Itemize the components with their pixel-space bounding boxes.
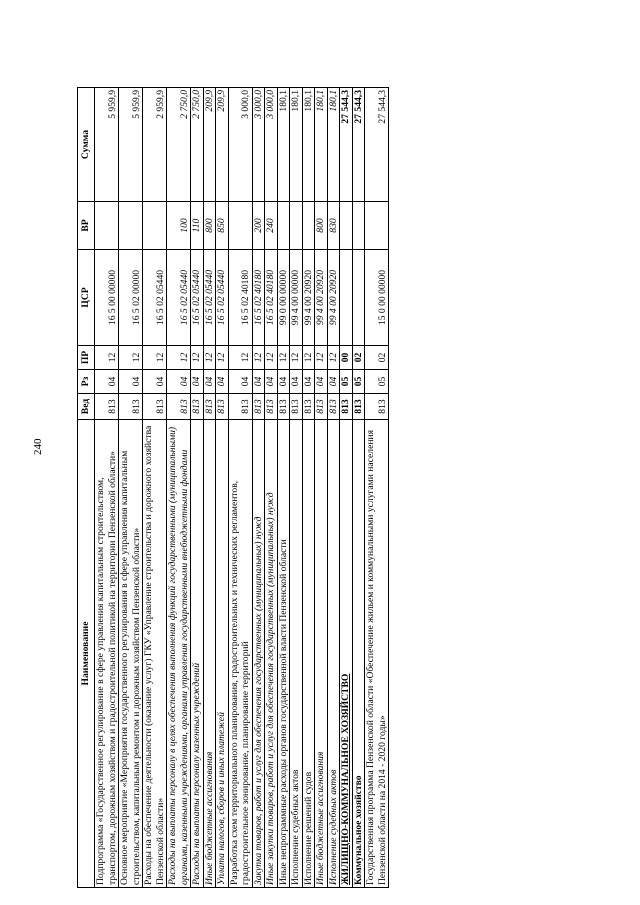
cell-vr xyxy=(228,202,252,250)
cell-vr xyxy=(352,202,365,250)
cell-vr: 100 xyxy=(167,202,191,250)
cell-ved: 813 xyxy=(119,394,143,420)
cell-pr: 12 xyxy=(191,346,204,370)
cell-sum: 180,1 xyxy=(327,88,340,202)
cell-pr: 12 xyxy=(327,346,340,370)
cell-csr: 99 4 00 20920 xyxy=(302,250,315,346)
cell-vr xyxy=(143,202,167,250)
cell-ved: 813 xyxy=(352,394,365,420)
cell-ved: 813 xyxy=(143,394,167,420)
cell-name: Исполнение решений судов xyxy=(302,420,315,888)
cell-ved: 813 xyxy=(315,394,328,420)
cell-csr: 99 4 00 00000 xyxy=(290,250,303,346)
cell-pr: 12 xyxy=(277,346,290,370)
cell-ved: 813 xyxy=(277,394,290,420)
cell-rz: 04 xyxy=(216,370,229,394)
cell-csr: 15 0 00 00000 xyxy=(365,250,389,346)
cell-pr: 12 xyxy=(302,346,315,370)
cell-sum: 27 544,3 xyxy=(365,88,389,202)
cell-pr: 12 xyxy=(216,346,229,370)
page-number: 240 xyxy=(32,438,44,455)
cell-sum: 2 959,9 xyxy=(143,88,167,202)
cell-csr: 16 5 02 05440 xyxy=(191,250,204,346)
budget-table xyxy=(77,87,389,888)
cell-name: ЖИЛИЩНО-КОММУНАЛЬНОЕ ХОЗЯЙСТВО xyxy=(340,420,353,888)
cell-csr xyxy=(352,250,365,346)
cell-sum: 209,9 xyxy=(203,88,216,202)
table-row xyxy=(277,88,290,888)
cell-name: Уплата налогов, сборов и иных платежей xyxy=(216,420,229,888)
cell-rz: 04 xyxy=(302,370,315,394)
cell-name: Основное мероприятие «Мероприятия государственного регулирования в сфере управления капитальным строительством, капитальным ремонтом и дорожным хозяйством Пензенской области» xyxy=(119,420,143,888)
cell-sum: 180,1 xyxy=(290,88,303,202)
cell-ved: 813 xyxy=(265,394,278,420)
cell-sum: 27 544,3 xyxy=(352,88,365,202)
cell-sum: 2 750,0 xyxy=(191,88,204,202)
cell-csr: 16 5 02 05440 xyxy=(216,250,229,346)
cell-pr: 12 xyxy=(252,346,265,370)
cell-name: Иные закупки товаров, работ и услуг для обеспечения государственных (муниципальных) нужд xyxy=(265,420,278,888)
cell-name: Иные непрограммные расходы органов государственной власти Пензенской области xyxy=(277,420,290,888)
table-row xyxy=(203,88,216,888)
header-name: Наименование xyxy=(78,420,95,888)
cell-csr: 16 5 02 40180 xyxy=(265,250,278,346)
cell-ved: 813 xyxy=(228,394,252,420)
cell-pr: 12 xyxy=(143,346,167,370)
table-row xyxy=(143,88,167,888)
cell-rz: 04 xyxy=(95,370,119,394)
cell-rz: 04 xyxy=(167,370,191,394)
header-ved: Вед xyxy=(78,394,95,420)
cell-ved: 813 xyxy=(252,394,265,420)
cell-sum: 180,1 xyxy=(302,88,315,202)
cell-vr xyxy=(277,202,290,250)
cell-csr: 99 0 00 00000 xyxy=(277,250,290,346)
cell-csr: 16 5 00 00000 xyxy=(95,250,119,346)
cell-rz: 04 xyxy=(119,370,143,394)
cell-name: Иные бюджетные ассигнования xyxy=(203,420,216,888)
cell-vr xyxy=(290,202,303,250)
header-pr: ПР xyxy=(78,346,95,370)
table-row xyxy=(265,88,278,888)
cell-name: Государственная программа Пензенской области «Обеспечение жильем и коммунальными услугами населения Пензенской области на 2014 - 2020 годы» xyxy=(365,420,389,888)
cell-rz: 04 xyxy=(327,370,340,394)
cell-pr: 12 xyxy=(228,346,252,370)
cell-vr xyxy=(340,202,353,250)
cell-vr: 800 xyxy=(315,202,328,250)
cell-name: Расходы на выплаты персоналу в целях обеспечения выполнения функций государственными (муниципальными) органами, казенными учреждениями, органами управления государственными внебюджетными фондами xyxy=(167,420,191,888)
cell-pr: 12 xyxy=(203,346,216,370)
cell-pr: 12 xyxy=(95,346,119,370)
header-rz: Рз xyxy=(78,370,95,394)
cell-ved: 813 xyxy=(95,394,119,420)
cell-sum: 180,1 xyxy=(315,88,328,202)
table-row xyxy=(252,88,265,888)
cell-vr xyxy=(95,202,119,250)
header-vr: ВР xyxy=(78,202,95,250)
cell-name: Закупка товаров, работ и услуг для обеспечения государственных (муниципальных) нужд xyxy=(252,420,265,888)
cell-sum: 5 959,9 xyxy=(119,88,143,202)
cell-pr: 12 xyxy=(167,346,191,370)
cell-rz: 05 xyxy=(365,370,389,394)
cell-pr: 02 xyxy=(365,346,389,370)
cell-name: Исполнение судебных актов xyxy=(290,420,303,888)
cell-name: Расходы на обеспечение деятельности (оказание услуг) ГКУ «Управление строительства и дорожного хозяйства Пензенской области» xyxy=(143,420,167,888)
cell-name: Исполнение судебных актов xyxy=(327,420,340,888)
table-row xyxy=(228,88,252,888)
cell-ved: 813 xyxy=(340,394,353,420)
cell-sum: 180,1 xyxy=(277,88,290,202)
cell-rz: 04 xyxy=(315,370,328,394)
cell-rz: 04 xyxy=(143,370,167,394)
table-row xyxy=(216,88,229,888)
header-csr: ЦСР xyxy=(78,250,95,346)
cell-name: Коммунальное хозяйство xyxy=(352,420,365,888)
cell-rz: 04 xyxy=(290,370,303,394)
cell-rz: 05 xyxy=(340,370,353,394)
cell-name: Иные бюджетные ассигнования xyxy=(315,420,328,888)
cell-csr: 99 4 00 20920 xyxy=(315,250,328,346)
cell-ved: 813 xyxy=(191,394,204,420)
table-row xyxy=(119,88,143,888)
cell-name: Разработка схем территориального планирования, градостроительных и технических регламентов, градостроительное зонирование, планирование территорий xyxy=(228,420,252,888)
cell-rz: 04 xyxy=(277,370,290,394)
table-row xyxy=(191,88,204,888)
cell-name: Расходы на выплаты персоналу казенных учреждений xyxy=(191,420,204,888)
cell-rz: 04 xyxy=(228,370,252,394)
cell-sum: 3 000,0 xyxy=(265,88,278,202)
cell-rz: 04 xyxy=(252,370,265,394)
cell-pr: 12 xyxy=(315,346,328,370)
cell-ved: 813 xyxy=(167,394,191,420)
cell-pr: 12 xyxy=(119,346,143,370)
cell-csr: 16 5 02 40180 xyxy=(252,250,265,346)
cell-ved: 813 xyxy=(365,394,389,420)
cell-csr: 99 4 00 20920 xyxy=(327,250,340,346)
cell-sum: 5 959,9 xyxy=(95,88,119,202)
cell-vr: 200 xyxy=(252,202,265,250)
cell-vr: 240 xyxy=(265,202,278,250)
cell-vr xyxy=(365,202,389,250)
cell-vr xyxy=(119,202,143,250)
cell-sum: 27 544,3 xyxy=(340,88,353,202)
cell-pr: 00 xyxy=(340,346,353,370)
cell-ved: 813 xyxy=(203,394,216,420)
cell-ved: 813 xyxy=(216,394,229,420)
cell-csr: 16 5 02 05440 xyxy=(167,250,191,346)
cell-name: Подпрограмма «Государственное регулирование в сфере управления капитальным строительством, транспортом, дорожным хозяйством и градостроительной политикой на территории Пензенской области» xyxy=(95,420,119,888)
header-sum: Сумма xyxy=(78,88,95,202)
cell-rz: 04 xyxy=(203,370,216,394)
cell-ved: 813 xyxy=(327,394,340,420)
cell-ved: 813 xyxy=(302,394,315,420)
cell-sum: 2 750,0 xyxy=(167,88,191,202)
cell-sum: 3 000,0 xyxy=(228,88,252,202)
cell-csr: 16 5 02 05440 xyxy=(143,250,167,346)
budget-table-container xyxy=(77,88,592,888)
cell-vr: 800 xyxy=(203,202,216,250)
cell-pr: 02 xyxy=(352,346,365,370)
cell-vr xyxy=(302,202,315,250)
cell-csr xyxy=(340,250,353,346)
table-row xyxy=(365,88,389,888)
cell-ved: 813 xyxy=(290,394,303,420)
table-row xyxy=(95,88,119,888)
table-row xyxy=(302,88,315,888)
cell-sum: 3 000,0 xyxy=(252,88,265,202)
cell-csr: 16 5 02 40180 xyxy=(228,250,252,346)
cell-csr: 16 5 02 05440 xyxy=(203,250,216,346)
table-row xyxy=(340,88,353,888)
cell-sum: 209,9 xyxy=(216,88,229,202)
table-row xyxy=(315,88,328,888)
cell-vr: 110 xyxy=(191,202,204,250)
cell-csr: 16 5 02 00000 xyxy=(119,250,143,346)
cell-vr: 830 xyxy=(327,202,340,250)
table-row xyxy=(290,88,303,888)
cell-rz: 04 xyxy=(265,370,278,394)
table-header-row xyxy=(78,88,95,888)
cell-rz: 05 xyxy=(352,370,365,394)
table-row xyxy=(352,88,365,888)
cell-pr: 12 xyxy=(265,346,278,370)
cell-pr: 12 xyxy=(290,346,303,370)
table-row xyxy=(327,88,340,888)
cell-rz: 04 xyxy=(191,370,204,394)
table-row xyxy=(167,88,191,888)
cell-vr: 850 xyxy=(216,202,229,250)
